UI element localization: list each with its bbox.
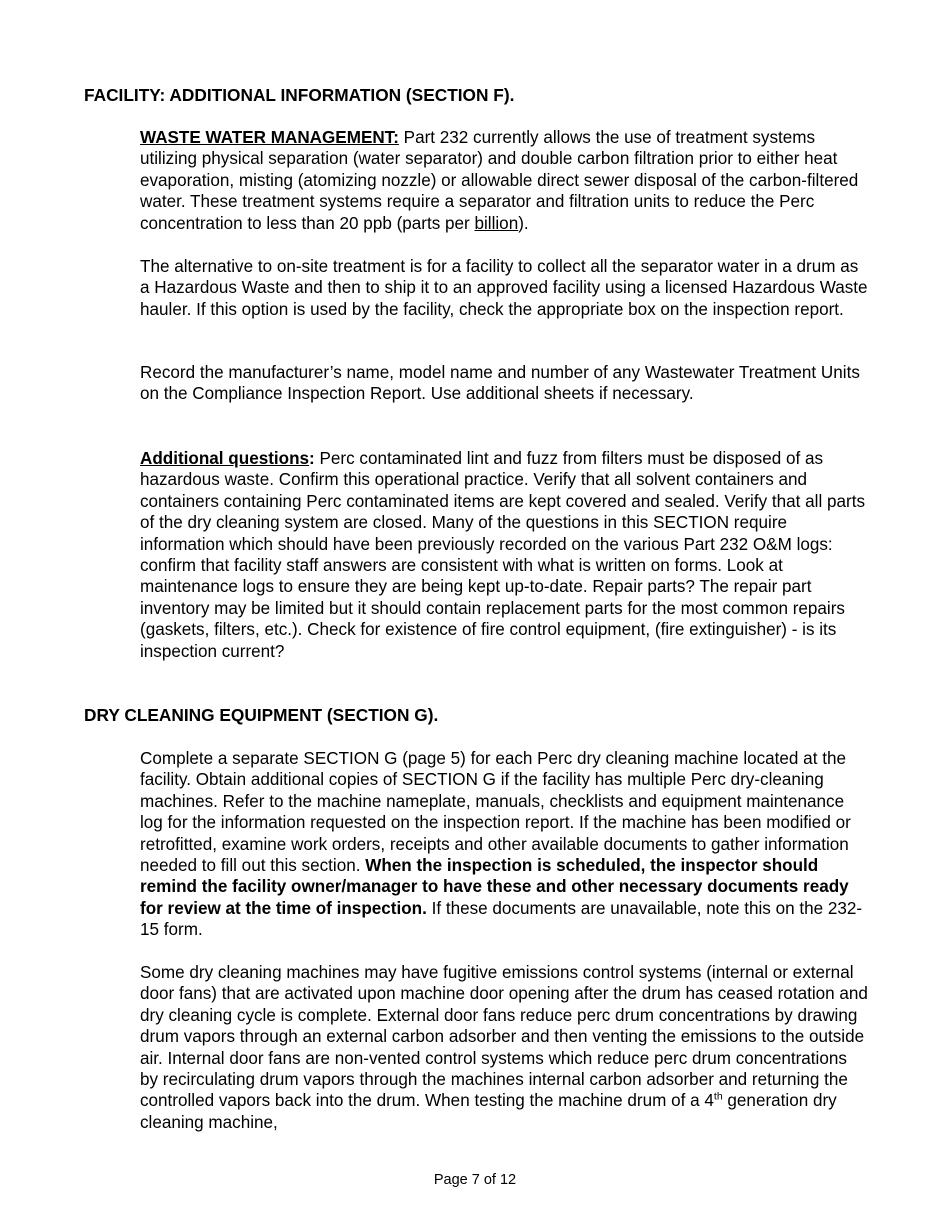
section-g-end: If these documents are unavailable, note this on the 232-15 form.	[140, 898, 863, 940]
door-fans-paragraph	[140, 962, 868, 1133]
page-number: Page 7 of 12	[433, 1172, 517, 1188]
waste-water-end: ).	[518, 213, 529, 233]
section-f-heading: FACILITY: ADDITIONAL INFORMATION (SECTION F).	[84, 85, 515, 105]
waste-water-paragraph	[140, 127, 868, 234]
additional-questions-paragraph	[140, 448, 868, 662]
alternative-treatment-paragraph: The alternative to on-site treatment is for a facility to collect all the separator water in a drum as a Hazardous Waste and then to ship it to an approved facility using a licensed Hazardous Waste hauler. If this option is used by the facility, check the appropriate box on the inspection report.	[140, 257, 868, 319]
billion-underlined: billion	[474, 213, 519, 233]
additional-questions-colon: :	[309, 449, 315, 468]
door-fans-end: generation dry cleaning machine,	[140, 1091, 837, 1132]
waste-water-label: WASTE WATER MANAGEMENT:	[140, 128, 399, 147]
additional-questions-label: Additional questions	[140, 449, 310, 468]
waste-water-text: Part 232 currently allows the use of treatment systems utilizing physical separation (water separator) and double carbon filtration prior to either heat evaporation, misting (atomizing nozzle) or allowable direct sewer disposal of the carbon-filtered water. These treatment systems require a separator and filtration units to reduce the Perc concentration to less than 20 ppb (parts per	[140, 128, 859, 233]
generation-superscript: th	[713, 1090, 723, 1103]
section-g-heading: DRY CLEANING EQUIPMENT (SECTION G).	[84, 705, 439, 725]
record-manufacturer-paragraph: Record the manufacturer’s name, model name and number of any Wastewater Treatment Units on the Compliance Inspection Report. Use additional sheets if necessary.	[140, 363, 860, 404]
additional-questions-text: Perc contaminated lint and fuzz from filters must be disposed of as hazardous waste. Confirm this operational practice. Verify that all solvent containers and containers containing Perc contaminated items are kept covered and sealed. Verify that all parts of the dry cleaning system are closed. Many of the questions in this SECTION require information which should have been previously recorded on the various Part 232 O&M logs: confirm that facility staff answers are consistent with what is written on forms. Look at maintenance logs to ensure they are being kept up-to-date. Repair parts? The repair part inventory may be limited but it should contain replacement parts for the most common repairs (gaskets, filters, etc.). Check for existence of fire control equipment, (fire extinguisher) - is its inspection current?	[140, 449, 865, 661]
complete-section-g-paragraph	[140, 748, 868, 941]
door-fans-text: Some dry cleaning machines may have fugitive emissions control systems (internal or external door fans) that are activated upon machine door opening after the drum has ceased rotation and dry cleaning cycle is complete. External door fans reduce perc drum concentrations by drawing drum vapors through an external carbon adsorber and then venting the emissions to the outside air. Internal door fans are non-vented control systems which reduce perc drum concentrations by recirculating drum vapors through the machines internal carbon adsorber and returning the controlled vapors back into the drum. When testing the machine drum of a 4	[140, 963, 868, 1111]
section-g-bold-reminder: When the inspection is scheduled, the inspector should remind the facility owner/manager to have these and other necessary documents ready for review at the time of inspection.	[140, 856, 849, 918]
section-g-text: Complete a separate SECTION G (page 5) for each Perc dry cleaning machine located at the facility. Obtain additional copies of SECTION G if the facility has multiple Perc dry-cleaning machines. Refer to the machine nameplate, manuals, checklists and equipment maintenance log for the information requested on the inspection report. If the machine has been modified or retrofitted, examine work orders, receipts and other available documents to gather information needed to fill out this section.	[140, 749, 851, 876]
